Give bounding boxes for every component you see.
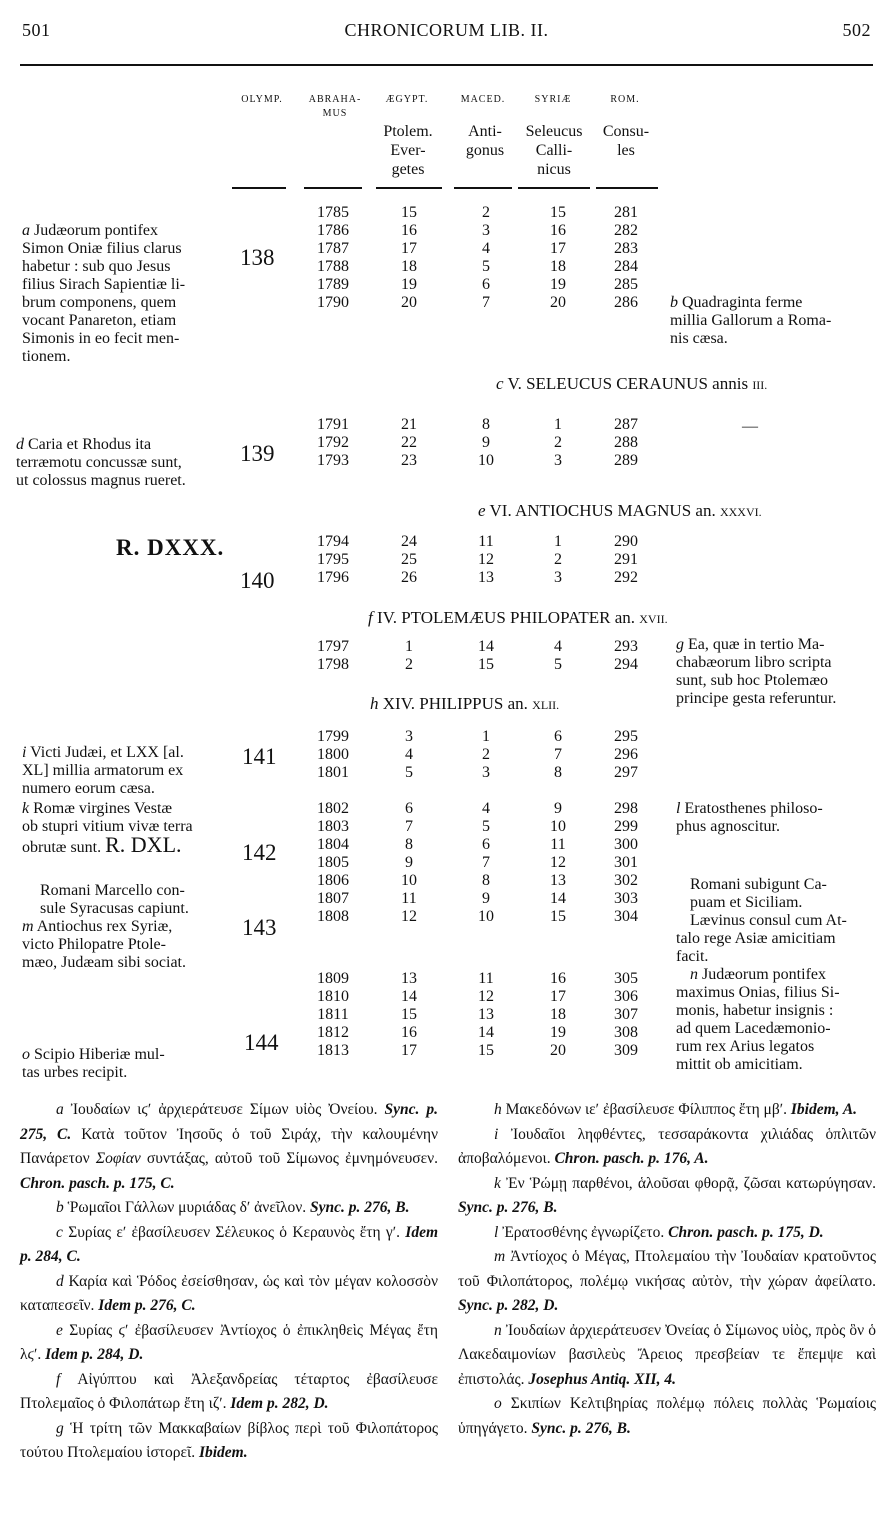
table-cell: 1802 [317,800,349,817]
table-cell: 13 [478,569,494,586]
table-cell: 5 [482,258,490,275]
table-cell: 10 [478,908,494,925]
table-cell: 25 [401,551,417,568]
col-head-rom: ROM. [610,94,640,105]
table-cell: 301 [614,854,638,871]
table-cell: 284 [614,258,638,275]
table-cell: 5 [405,764,413,781]
table-cell: 295 [614,728,638,745]
table-cell: 1801 [317,764,349,781]
col-sub-maced: Anti- gonus [465,123,505,159]
running-title: CHRONICORUM LIB. II. [344,20,549,40]
table-cell: 17 [550,240,566,257]
col-rule [232,187,286,189]
table-cell: 1811 [317,1006,349,1023]
reign-heading-c: c V. SELEUCUS CERAUNUS annis III. [496,374,768,393]
table-cell: 13 [401,970,417,987]
table-cell: 2 [405,656,413,673]
table-cell: 21 [401,416,417,433]
table-cell: 15 [550,204,566,221]
table-cell: 2 [554,551,562,568]
table-cell: 3 [482,222,490,239]
table-cell: 3 [554,452,562,469]
table-cell: 16 [401,222,417,239]
table-cell: 307 [614,1006,638,1023]
table-cell: 1795 [317,551,349,568]
table-cell: 1806 [317,872,349,889]
table-cell: 7 [482,294,490,311]
left-note-d: d Caria et Rhodus ita terræmotu concussæ sunt, ut colossus magnus rueret. [16,436,186,489]
table-cell: 10 [401,872,417,889]
table-cell: 15 [401,204,417,221]
footnote-a: a Ἰουδαίων ιϛʹ ἀρχιεράτευσε Σίμων υἱὸς Ὀνείου. Sync. p. 275, C. Κατὰ τοῦτον Ἰησοῦς ὁ τοῦ Σιράχ, τὴν καλουμένην Πανάρετον Σοφίαν συντάξας, αὐτοῦ τοῦ Σίμωνος ἐμνημόνευσεν. Chron. pasch. p. 175, C. [20,1101,439,1192]
table-cell: 2 [554,434,562,451]
col-head-aegypt: ÆGYPT. [385,94,429,105]
table-cell: 293 [614,638,638,655]
footnotes-right [458,1098,876,1441]
footnote-d: d Καρία καὶ Ῥόδος ἐσείσθησαν, ὡς καὶ τὸν μέγαν κολοσσὸν καταπεσεῖν. Idem p. 276, C. [20,1272,438,1314]
col-sub-syriae: Seleucus Calli- nicus [525,123,583,178]
olympiad-number: 140 [240,568,275,593]
table-cell: 1785 [317,204,349,221]
table-cell: 1798 [317,656,349,673]
table-cell: 1809 [317,970,349,987]
table-cell: 18 [401,258,417,275]
table-cell: 1804 [317,836,349,853]
table-cell: 6 [554,728,562,745]
table-cell: 1803 [317,818,349,835]
table-cell: 304 [614,908,638,925]
table-cell: 1791 [317,416,349,433]
table-cell: 285 [614,276,638,293]
table-cell: 306 [614,988,638,1005]
table-cell: 1 [405,638,413,655]
table-cell: 14 [550,890,566,907]
table-cell: 7 [405,818,413,835]
footnote-e: e Συρίας ϛʹ ἐβασίλευσεν Ἀντίοχος ὁ ἐπικληθεὶς Μέγας ἔτη λϛʹ. Idem p. 284, D. [20,1321,439,1363]
table-cell: 1805 [317,854,349,871]
table-cell: 11 [478,533,494,550]
col-rule [376,187,442,189]
footnote-k: k Ἐν Ῥώμῃ παρθένοι, ἁλοῦσαι φθορᾷ, ζῶσαι κατωρύγησαν. Sync. p. 276, B. [458,1174,876,1216]
table-cell: 20 [550,294,566,311]
table-cell: 1807 [317,890,349,907]
olympiad-number: 144 [244,1030,279,1055]
table-cell: 1 [482,728,490,745]
table-cell: 16 [401,1024,417,1041]
footnote-f: f Αἰγύπτου καὶ Ἀλεξανδρείας τέταρτος ἐβασίλευσε Πτολεμαῖος ὁ Φιλοπάτωρ ἔτη ιζʹ. Idem p. 282, D. [20,1370,438,1412]
table-cell: 297 [614,764,638,781]
col-rule [596,187,658,189]
table-cell: 287 [614,416,638,433]
table-cell: 1 [554,533,562,550]
table-cell: 9 [554,800,562,817]
col-head-abraham-cont: MUS [322,108,348,119]
table-cell: 1800 [317,746,349,763]
table-cell: 282 [614,222,638,239]
left-note-k: k Romæ virgines Vestæ ob stupri vitium vivæ terra obrutæ sunt. R. DXL. [22,800,193,857]
right-note-romani: Romani subigunt Ca- puam et Siciliam. [690,876,827,911]
table-cell: 23 [401,452,417,469]
table-cell: 8 [554,764,562,781]
table-cell: 6 [482,276,490,293]
table-cell: 15 [478,656,494,673]
table-cell: 305 [614,970,638,987]
table-cell: 11 [401,890,417,907]
table-cell: 292 [614,569,638,586]
table-cell: 15 [550,908,566,925]
table-cell: 13 [550,872,566,889]
table-cell: 308 [614,1024,638,1041]
left-note-m: m Antiochus rex Syriæ, victo Philopatre Ptole- mæo, Judæam sibi sociat. [22,918,186,971]
table-cell: 8 [482,416,490,433]
footnote-g: g Ἡ τρίτη τῶν Μακκαβαίων βίβλος περὶ τοῦ Φιλοπάτορος τούτου Πτολεμαίου ἱστορεῖ. Ibidem. [20,1419,438,1461]
reign-heading-e: e VI. ANTIOCHUS MAGNUS an. XXXVI. [478,501,762,520]
table-cell: 22 [401,434,417,451]
table-cell: 12 [401,908,417,925]
table-cell: 9 [482,890,490,907]
table-cell: 290 [614,533,638,550]
left-note-o: o Scipio Hiberiæ mul- tas urbes recipit. [22,1046,165,1081]
table-cell: 296 [614,746,638,763]
table-cell: 19 [550,1024,566,1041]
right-note-b: b Quadraginta ferme millia Gallorum a Roma- nis cæsa. [670,294,832,347]
roman-year-marker: R. DXL. [105,832,182,857]
footnote-o: o Σκιπίων Κελτιβηρίας πολέμῳ πόλεις πολλὰς Ῥωμαίοις ὑπηγάγετο. Sync. p. 276, B. [458,1395,876,1437]
table-cell: 2 [482,746,490,763]
col-head-abraham: ABRAHA- [308,94,362,105]
table-cell: 10 [478,452,494,469]
right-note-laevinus: Lævinus consul cum At- talo rege Asiæ amicitiam facit. [676,912,847,965]
table-cell: 1788 [317,258,349,275]
table-cell: 1 [554,416,562,433]
table-cell: 302 [614,872,638,889]
table-cell: 281 [614,204,638,221]
table-cell: 1787 [317,240,349,257]
col-rule [304,187,362,189]
table-cell: 4 [482,240,490,257]
table-cell: 24 [401,533,417,550]
left-note-romani: Romani Marcello con- sule Syracusas capiunt. [40,882,189,917]
header-rule [20,64,873,66]
table-cell: 1799 [317,728,349,745]
footnote-l: l Ἐρατοσθένης ἐγνωρίζετο. Chron. pasch. p. 175, D. [494,1223,824,1241]
table-cell: 19 [401,276,417,293]
table-cell: 12 [478,551,494,568]
col-sub-rom: Consu- les [602,123,650,159]
col-head-syriae: SYRIÆ [534,94,572,105]
left-note-i: i Victi Judæi, et LXX [al. XL] millia armatorum ex numero eorum cæsa. [22,744,184,797]
table-cell: 1797 [317,638,349,655]
table-cell: 4 [554,638,562,655]
col-rule [454,187,512,189]
olympiad-number: 141 [242,744,277,769]
table-cell: 7 [482,854,490,871]
page-number-left: 501 [22,20,51,40]
table-cell: 14 [401,988,417,1005]
footnote-c: c Συρίας εʹ ἐβασίλευσεν Σέλευκος ὁ Κεραυνὸς ἔτη γʹ. Idem p. 284, C. [20,1223,439,1265]
table-cell: 1808 [317,908,349,925]
table-cell: 1812 [317,1024,349,1041]
table-cell: 286 [614,294,638,311]
table-cell: 1789 [317,276,349,293]
table-cell: 18 [550,1006,566,1023]
table-cell: 12 [478,988,494,1005]
olympiad-number: 138 [240,245,275,270]
col-sub-aegypt: Ptolem. Ever- getes [383,123,433,178]
right-note-n: n Judæorum pontifex maximus Onias, filius Si- monis, habetur insignis : ad quem Lacedæmonio- rum rex Arius legatos mittit ob amicitiam. [676,966,840,1073]
page-number-right: 502 [842,20,871,40]
col-head-maced: MACED. [460,94,506,105]
table-cell: 7 [554,746,562,763]
table-cell: 288 [614,434,638,451]
table-cell: 16 [550,222,566,239]
reign-heading-h: h XIV. PHILIPPUS an. XLII. [370,694,560,713]
table-cell: 298 [614,800,638,817]
table-cell: 17 [550,988,566,1005]
table-cell: 13 [478,1006,494,1023]
table-cell: 4 [482,800,490,817]
footnote-m: m Ἀντίοχος ὁ Μέγας, Πτολεμαίου τὴν Ἰουδαίαν κρατοῦντος τοῦ Φιλοπάτορος, πολέμῳ νικήσας αὐτὸν, τὴν χώραν ἀφείλατο. Sync. p. 282, D. [458,1248,876,1314]
footnote-b: b Ῥωμαῖοι Γάλλων μυριάδας δʹ ἀνεῖλον. Sync. p. 276, B. [56,1199,410,1216]
table-cell: 294 [614,656,638,673]
table-cell: 14 [478,1024,494,1041]
table-cell: 6 [482,836,490,853]
table-cell: 5 [554,656,562,673]
table-cell: 9 [405,854,413,871]
table-cell: 303 [614,890,638,907]
right-note-g: g Ea, quæ in tertio Ma- chabæorum libro scripta sunt, sub hoc Ptolemæo principe gesta referuntur. [676,636,837,707]
table-cell: 3 [554,569,562,586]
table-cell: 26 [401,569,417,586]
reign-heading-f: f IV. PTOLEMÆUS PHILOPATER an. XVII. [368,608,668,627]
table-cell: 14 [478,638,494,655]
table-cell: 15 [478,1042,494,1059]
table-cell: 3 [405,728,413,745]
olympiad-number: 142 [242,840,277,865]
table-cell: 19 [550,276,566,293]
olympiad-number: 143 [242,915,277,940]
table-cell: 300 [614,836,638,853]
table-cell: 309 [614,1042,638,1059]
table-cell: 9 [482,434,490,451]
table-cell: 1796 [317,569,349,586]
table-cell: 11 [550,836,566,853]
table-cell: 17 [401,1042,417,1059]
table-cell: 299 [614,818,638,835]
right-note-l: l Eratosthenes philoso- phus agnoscitur. [676,800,823,835]
table-cell: 291 [614,551,638,568]
table-cell: 1794 [317,533,349,550]
footnotes-left [20,1098,438,1466]
table-cell: 20 [550,1042,566,1059]
table-cell: 1810 [317,988,349,1005]
table-cell: 18 [550,258,566,275]
table-cell: 15 [401,1006,417,1023]
table-cell: 17 [401,240,417,257]
left-note-a: a Judæorum pontifex Simon Oniæ filius clarus habetur : sub quo Jesus filius Sirach Sapientiæ li- brum componens, quem vocant Panareton, etiam Simonis in eo fecit men- tionem. [22,222,186,365]
table-cell: 289 [614,452,638,469]
dash-mark: — [742,418,758,435]
table-cell: 2 [482,204,490,221]
table-cell: 1793 [317,452,349,469]
olympiad-number: 139 [240,441,275,466]
col-rule [518,187,590,189]
table-cell: 1792 [317,434,349,451]
footnote-i: i Ἰουδαῖοι ληφθέντες, τεσσαράκοντα χιλιάδας ὁπλιτῶν ἀποβαλόμενοι. Chron. pasch. p. 176, A. [458,1125,877,1167]
footnote-h: h Μακεδόνων ιεʹ ἐβασίλευσε Φίλιππος ἔτη μβʹ. Ibidem, A. [494,1101,858,1118]
table-cell: 6 [405,800,413,817]
footnote-n: n Ἰουδαίων ἀρχιεράτευσεν Ὀνείας ὁ Σίμωνος υἱὸς, πρὸς ὃν ὁ Λακεδαιμονίων βασιλεὺς Ἄρειος πρεσβείαν τε ἔπεμψε καὶ ἐπιστολάς. Josephus Antiq. XII, 4. [458,1321,876,1388]
roman-year-marker: R. DXXX. [116,535,225,560]
table-cell: 10 [550,818,566,835]
table-cell: 20 [401,294,417,311]
table-cell: 8 [405,836,413,853]
table-cell: 283 [614,240,638,257]
table-cell: 11 [478,970,494,987]
table-cell: 16 [550,970,566,987]
table-cell: 1790 [317,294,349,311]
col-head-olymp: OLYMP. [241,94,283,105]
table-cell: 1813 [317,1042,349,1059]
table-cell: 8 [482,872,490,889]
table-cell: 3 [482,764,490,781]
table-cell: 1786 [317,222,349,239]
table-cell: 4 [405,746,413,763]
table-cell: 12 [550,854,566,871]
table-cell: 5 [482,818,490,835]
